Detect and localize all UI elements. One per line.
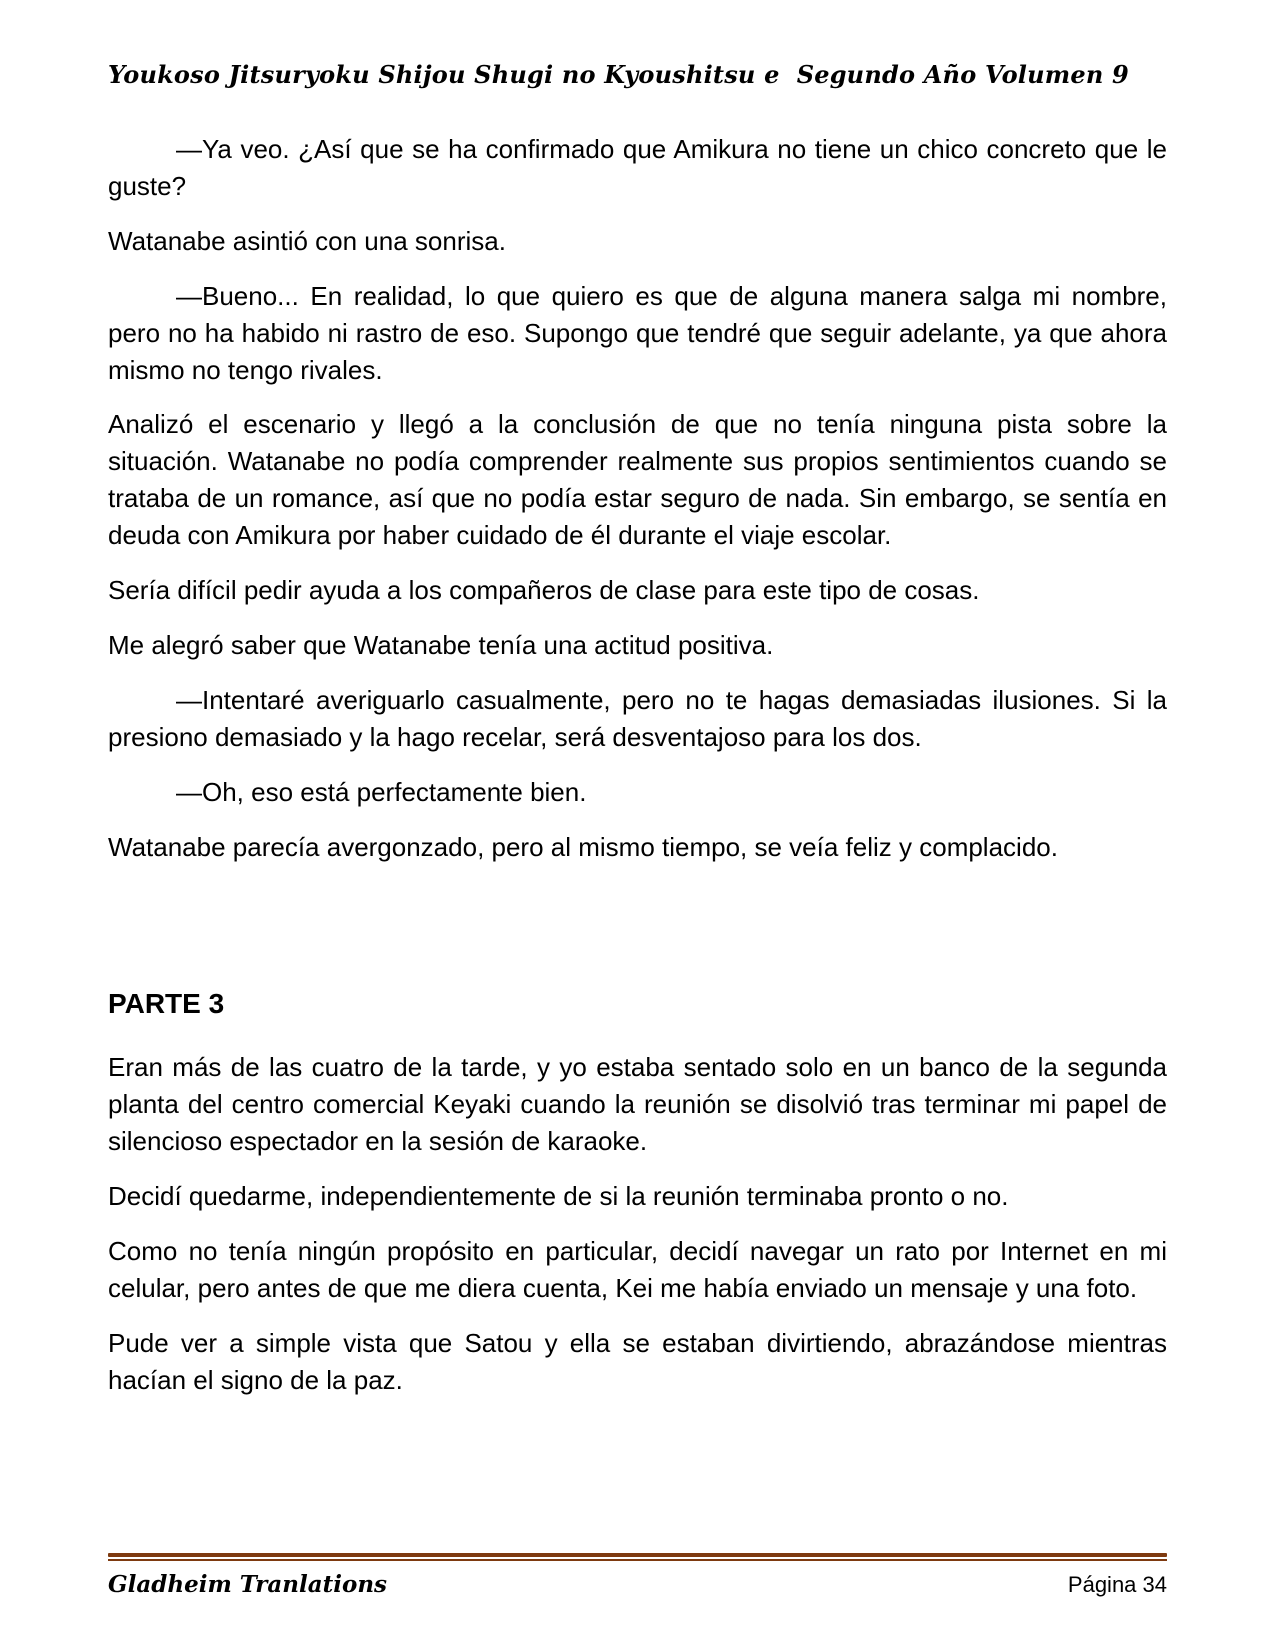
document-header-title: Youkoso Jitsuryoku Shijou Shugi no Kyoushitsu e Segundo Año Volumen 9 (108, 60, 1129, 89)
paragraph: —Ya veo. ¿Así que se ha confirmado que Amikura no tiene un chico concreto que le guste? (108, 134, 1167, 201)
footer-translator-credit: Gladheim Tranlations (108, 1571, 387, 1598)
paragraph: —Intentaré averiguarlo casualmente, pero no te hagas demasiadas ilusiones. Si la presiono demasiado y la hago recelar, será desventajoso para los dos. (108, 684, 1167, 752)
paragraph: Watanabe asintió con una sonrisa. (108, 225, 506, 256)
paragraph: —Bueno... En realidad, lo que quiero es que de alguna manera salga mi nombre, pero no ha habido ni rastro de eso. Supongo que tendré que seguir adelante, ya que ahora mismo no tengo rivales. (108, 280, 1167, 385)
paragraph: Sería difícil pedir ayuda a los compañeros de clase para este tipo de cosas. (108, 575, 980, 606)
paragraph: Pude ver a simple vista que Satou y ella se estaban divirtiendo, abrazándose mientras hacían el signo de la paz. (108, 1327, 1167, 1395)
footer-rule-thin (108, 1559, 1167, 1561)
footer-rule-thick (108, 1553, 1167, 1557)
paragraph: Como no tenía ningún propósito en particular, decidí navegar un rato por Internet en mi celular, pero antes de que me diera cuenta, Kei me había enviado un mensaje y una foto. (108, 1235, 1167, 1303)
paragraph: Analizó el escenario y llegó a la conclusión de que no tenía ninguna pista sobre la situación. Watanabe no podía comprender realmente sus propios sentimientos cuando se trataba de un romance, así que no podía estar seguro de nada. Sin embargo, se sentía en deuda con Amikura por haber cuidado de él durante el viaje escolar. (108, 409, 1167, 551)
footer-page-number: Página 34 (1067, 1572, 1167, 1597)
document-body (108, 131, 1167, 1399)
paragraph: Me alegró saber que Watanabe tenía una actitud positiva. (108, 629, 774, 660)
paragraph: —Oh, eso está perfectamente bien. (176, 776, 587, 807)
paragraph: Eran más de las cuatro de la tarde, y yo estaba sentado solo en un banco de la segunda planta del centro comercial Keyaki cuando la reunión se disolvió tras terminar mi papel de silencioso espectador en la sesión de karaoke. (108, 1052, 1167, 1157)
section-heading: PARTE 3 (108, 987, 225, 1019)
paragraph: Watanabe parecía avergonzado, pero al mismo tiempo, se veía feliz y complacido. (108, 831, 1058, 862)
paragraph: Decidí quedarme, independientemente de si la reunión terminaba pronto o no. (108, 1180, 1009, 1211)
document-footer (108, 1553, 1167, 1598)
